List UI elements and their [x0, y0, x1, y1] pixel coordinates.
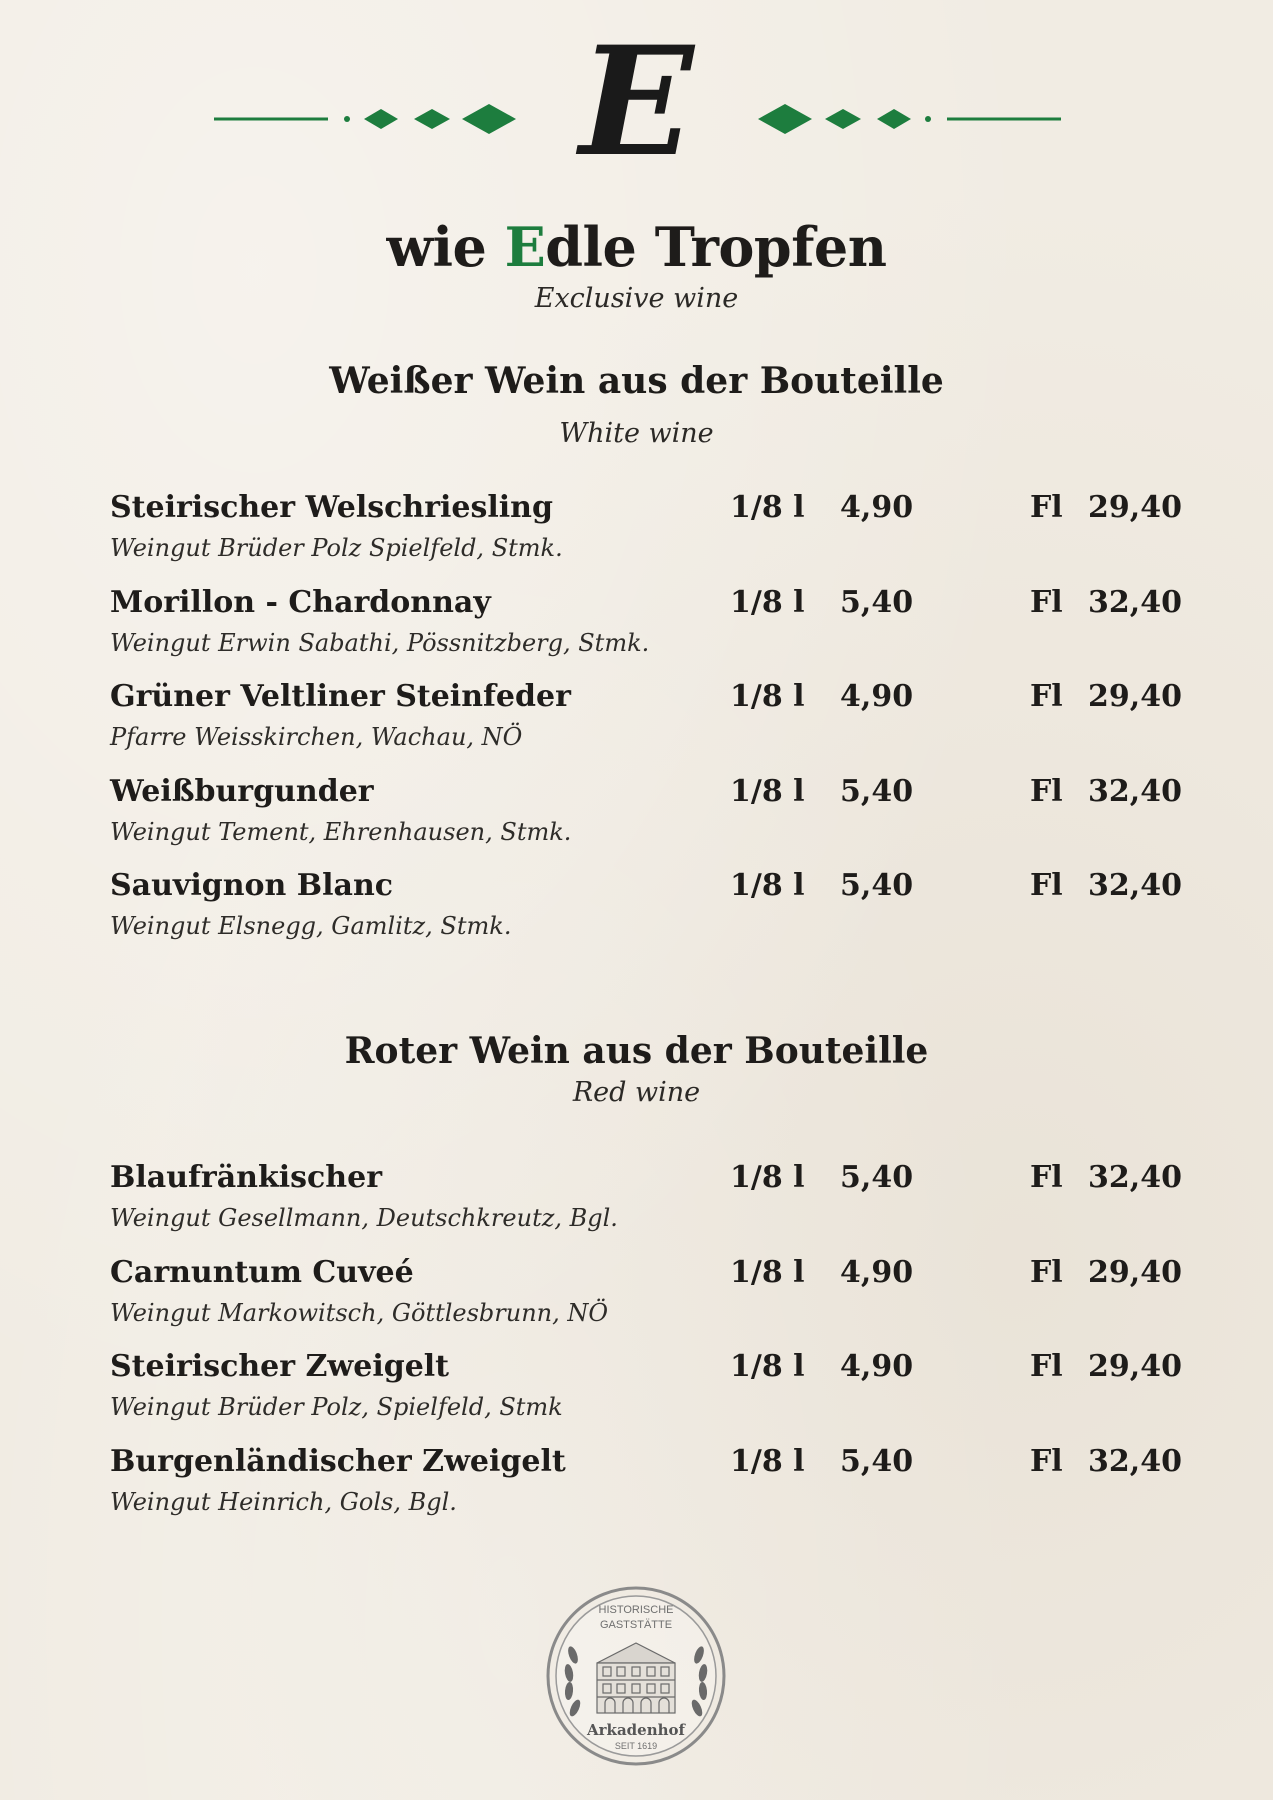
wine-origin: Weingut Brüder Polz, Spielfeld, Stmk	[110, 1393, 563, 1421]
glass-price: 5,40	[840, 868, 914, 903]
wine-name: Blaufränkischer	[110, 1160, 383, 1195]
wine-origin: Weingut Elsnegg, Gamlitz, Stmk.	[110, 912, 512, 940]
glass-size: 1/8 l	[730, 1160, 805, 1195]
wine-origin: Weingut Markowitsch, Göttlesbrunn, NÖ	[110, 1298, 609, 1327]
bottle-label: Fl	[1030, 584, 1063, 620]
bottle-label: Fl	[1030, 868, 1063, 903]
glass-price: 5,40	[840, 1160, 914, 1195]
glass-size: 1/8 l	[730, 1349, 805, 1384]
wine-name: Burgenländischer Zweigelt	[110, 1443, 566, 1479]
wine-origin: Weingut Brüder Polz Spielfeld, Stmk.	[110, 534, 563, 562]
bottle-price: 29,40	[1088, 1349, 1182, 1384]
glass-size: 1/8 l	[730, 773, 805, 809]
glass-price: 5,40	[840, 1443, 914, 1479]
title-rest: dle Tropfen	[545, 215, 887, 279]
bottle-label: Fl	[1030, 773, 1063, 809]
title-prefix: wie	[386, 215, 505, 279]
bottle-price: 32,40	[1088, 584, 1182, 620]
white-section-title: Weißer Wein aus der Bouteille	[329, 360, 944, 402]
wine-item	[0, 679, 1273, 769]
seal-since: SEIT 1619	[614, 1741, 658, 1751]
seal-line1: HISTORISCHE	[598, 1604, 674, 1616]
title-accent-letter: E	[504, 215, 546, 279]
page-title	[0, 215, 1273, 279]
red-section-title: Roter Wein aus der Bouteille	[344, 1030, 929, 1072]
wine-item	[0, 774, 1273, 864]
glass-price: 5,40	[840, 584, 914, 620]
wine-name: Steirischer Welschriesling	[110, 490, 553, 525]
bottle-label: Fl	[1030, 1443, 1063, 1479]
wine-origin: Pfarre Weisskirchen, Wachau, NÖ	[110, 723, 523, 751]
glass-size: 1/8 l	[730, 1254, 805, 1290]
wine-item	[0, 1160, 1273, 1250]
wine-name: Carnuntum Cuveé	[110, 1254, 414, 1290]
initial-letter: E	[579, 14, 694, 190]
wine-name: Steirischer Zweigelt	[110, 1349, 450, 1384]
wine-item	[0, 585, 1273, 675]
glass-size: 1/8 l	[730, 490, 805, 525]
wine-origin: Weingut Heinrich, Gols, Bgl.	[110, 1487, 457, 1516]
white-section-subtitle: White wine	[559, 418, 714, 449]
glass-price: 4,90	[840, 1254, 914, 1290]
glass-size: 1/8 l	[730, 1443, 805, 1479]
bottle-price: 32,40	[1088, 1160, 1182, 1195]
red-section-subtitle: Red wine	[572, 1077, 701, 1108]
wine-name: Weißburgunder	[110, 773, 374, 809]
wine-item	[0, 1349, 1273, 1439]
wine-item	[0, 1255, 1273, 1345]
arkadenhof-seal-logo	[545, 1585, 727, 1767]
glass-size: 1/8 l	[730, 868, 805, 903]
wine-item	[0, 490, 1273, 580]
bottle-label: Fl	[1030, 1160, 1063, 1195]
wine-name: Grüner Veltliner Steinfeder	[110, 679, 571, 714]
wine-name: Morillon - Chardonnay	[110, 584, 491, 620]
glass-price: 4,90	[840, 679, 914, 714]
bottle-price: 29,40	[1088, 490, 1182, 525]
seal-line2: GASTSTÄTTE	[599, 1619, 673, 1631]
bottle-price: 32,40	[1088, 868, 1182, 903]
glass-price: 4,90	[840, 490, 914, 525]
seal-name: Arkadenhof	[587, 1721, 685, 1739]
bottle-price: 29,40	[1088, 679, 1182, 714]
wine-origin: Weingut Gesellmann, Deutschkreutz, Bgl.	[110, 1204, 618, 1232]
glass-price: 5,40	[840, 773, 914, 809]
wine-origin: Weingut Tement, Ehrenhausen, Stmk.	[110, 817, 572, 846]
bottle-label: Fl	[1030, 679, 1063, 714]
glass-price: 4,90	[840, 1349, 914, 1384]
page-subtitle: Exclusive wine	[534, 283, 739, 314]
glass-size: 1/8 l	[730, 679, 805, 714]
bottle-price: 32,40	[1088, 1443, 1182, 1479]
bottle-label: Fl	[1030, 1254, 1063, 1290]
bottle-price: 32,40	[1088, 773, 1182, 809]
wine-origin: Weingut Erwin Sabathi, Pössnitzberg, Stmk.	[110, 628, 650, 657]
bottle-label: Fl	[1030, 490, 1063, 525]
bottle-price: 29,40	[1088, 1254, 1182, 1290]
wine-item	[0, 1444, 1273, 1534]
wine-name: Sauvignon Blanc	[110, 868, 394, 903]
wine-item	[0, 868, 1273, 958]
bottle-label: Fl	[1030, 1349, 1063, 1384]
glass-size: 1/8 l	[730, 584, 805, 620]
